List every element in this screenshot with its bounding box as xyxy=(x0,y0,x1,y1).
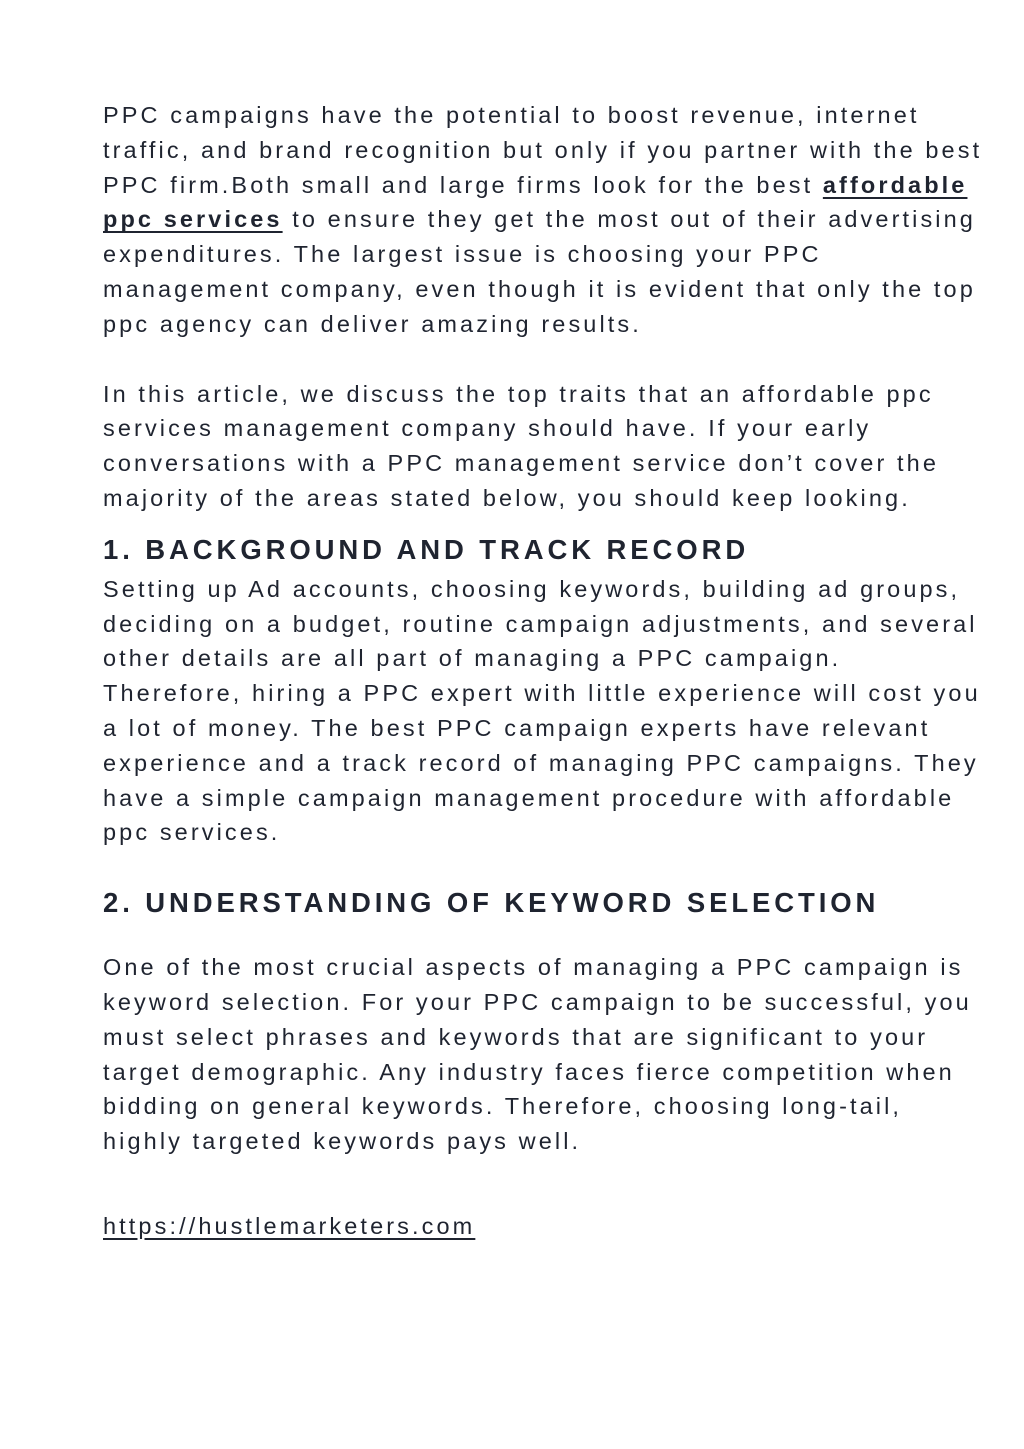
section-heading-keyword-selection: 2. UNDERSTANDING OF KEYWORD SELECTION xyxy=(103,887,880,919)
intro-text-before-link: PPC campaigns have the potential to boost revenue, internet traffic, and brand recognition but only if you partner with the best PPC firm.Both small and large firms look for the best xyxy=(103,102,983,198)
intro-text-after-link: to ensure they get the most out of their advertising expenditures. The largest issue is choosing your PPC management company, even though it is evident that only the top ppc agency can deliver amazing results. xyxy=(103,206,976,337)
paragraph-spacer xyxy=(103,342,983,377)
intro-paragraph-1 xyxy=(103,98,983,342)
section-heading-background: 1. BACKGROUND AND TRACK RECORD xyxy=(103,533,750,565)
affordable-ppc-services-link[interactable]: affordable ppc services xyxy=(103,171,968,233)
section-body-background: Setting up Ad accounts, choosing keywords, building ad groups, deciding on a budget, routine campaign adjustments, and several other details are all part of managing a PPC campaign. Therefore, hiring a PPC expert with little experience will cost you a lot of money. The best PPC campaign experts have relevant experience and a track record of managing PPC campaigns. They have a simple campaign management procedure with affordable ppc services. xyxy=(103,575,981,846)
intro-paragraph-2: In this article, we discuss the top traits that an affordable ppc services management company should have. If your early conversations with a PPC management service don’t cover the majority of the areas stated below, you should keep looking. xyxy=(103,380,939,511)
footer-website-link[interactable]: https://hustlemarketers.com xyxy=(103,1212,476,1239)
document-page xyxy=(103,98,983,1243)
section-body-keyword-selection: One of the most crucial aspects of managing a PPC campaign is keyword selection. For your PPC campaign to be successful, you must select phrases and keywords that are significant to your target demographic. Any industry faces fierce competition when bidding on general keywords. Therefore, choosing long-tail, highly targeted keywords pays well. xyxy=(103,954,972,1155)
